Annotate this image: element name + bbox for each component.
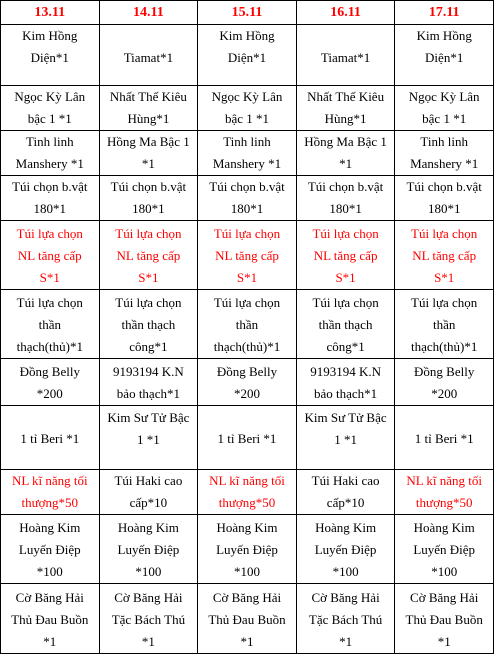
- reward-cell: [198, 221, 297, 290]
- reward-cell: [99, 359, 198, 406]
- reward-item-text: Tinh linh Manshery *1: [212, 134, 282, 171]
- date-header-13-11: 13.11: [1, 1, 100, 25]
- reward-cell: [99, 176, 198, 221]
- reward-item-text: Tinh linh Manshery *1: [15, 134, 84, 171]
- reward-item-text: Túi chọn b.vật 180*1: [406, 179, 482, 216]
- reward-item-text: Hoàng Kim Luyến Điệp *100: [216, 520, 278, 579]
- reward-item-text: Túi chọn b.vật 180*1: [209, 179, 285, 216]
- reward-cell: [296, 86, 395, 131]
- reward-item-text: Túi chọn b.vật 180*1: [12, 179, 88, 216]
- reward-item-text: Túi Haki cao cấp*10: [311, 473, 380, 510]
- reward-item-text: Túi lựa chọn NL tăng cấp S*1: [312, 226, 379, 285]
- reward-item-text: 1 tỉ Beri *1: [414, 431, 474, 446]
- reward-cell: [198, 406, 297, 470]
- reward-item-text: Cờ Băng Hải Thủ Đau Buồn *1: [11, 590, 89, 649]
- reward-cell: [296, 359, 395, 406]
- reward-row: [1, 25, 494, 86]
- reward-cell: [99, 290, 198, 359]
- reward-cell: [99, 131, 198, 176]
- reward-row: [1, 176, 494, 221]
- reward-item-text: Tiamat*1: [320, 50, 371, 65]
- reward-cell: [198, 25, 297, 86]
- reward-cell: [395, 25, 494, 86]
- reward-item-text: Kim Sư Tử Bậc 1 *1: [304, 410, 387, 447]
- reward-item-text: Tinh linh Manshery *1: [410, 134, 479, 171]
- reward-cell: [198, 515, 297, 584]
- reward-cell: [198, 131, 297, 176]
- reward-row: [1, 221, 494, 290]
- reward-cell: [1, 221, 100, 290]
- date-header-15-11: 15.11: [198, 1, 297, 25]
- reward-cell: [296, 515, 395, 584]
- reward-item-text: Kim Sư Tử Bậc 1 *1: [107, 410, 190, 447]
- reward-item-text: Cờ Băng Hải Thủ Đau Buồn *1: [208, 590, 286, 649]
- reward-cell: [296, 406, 395, 470]
- reward-cell: [296, 584, 395, 654]
- reward-cell: [99, 221, 198, 290]
- reward-item-text: Túi lựa chọn NL tăng cấp S*1: [411, 226, 478, 285]
- reward-cell: [198, 290, 297, 359]
- reward-row: [1, 290, 494, 359]
- reward-cell: [198, 470, 297, 515]
- reward-item-text: Hoàng Kim Luyến Điệp *100: [413, 520, 476, 579]
- reward-item-text: Ngọc Kỳ Lân bậc 1 *1: [408, 89, 480, 126]
- date-header-17-11: 17.11: [395, 1, 494, 25]
- reward-cell: [1, 25, 100, 86]
- reward-item-text: Cờ Băng Hải Tặc Bách Thú *1: [111, 590, 186, 649]
- reward-cell: [99, 584, 198, 654]
- reward-cell: [296, 221, 395, 290]
- reward-cell: [296, 131, 395, 176]
- reward-cell: [296, 470, 395, 515]
- reward-item-text: Hồng Ma Bậc 1 *1: [304, 134, 387, 171]
- reward-cell: [395, 470, 494, 515]
- reward-cell: [198, 176, 297, 221]
- reward-item-text: Hoàng Kim Luyến Điệp *100: [314, 520, 377, 579]
- reward-item-text: Đồng Belly *200: [19, 364, 80, 401]
- reward-cell: [395, 290, 494, 359]
- reward-item-text: Túi lựa chọn thần thạch công*1: [115, 295, 182, 354]
- date-header-row: [1, 1, 494, 25]
- reward-item-text: Hoàng Kim Luyến Điệp *100: [117, 520, 180, 579]
- reward-cell: [395, 86, 494, 131]
- reward-cell: [1, 176, 100, 221]
- reward-cell: [1, 406, 100, 470]
- reward-item-text: Kim Hồng Diện*1: [22, 28, 78, 65]
- reward-cell: [99, 515, 198, 584]
- reward-item-text: Túi lựa chọn thần thạch(thủ)*1: [16, 295, 83, 354]
- reward-cell: [296, 25, 395, 86]
- reward-row: [1, 584, 494, 654]
- reward-cell: [198, 359, 297, 406]
- reward-cell: [395, 406, 494, 470]
- reward-item-text: Túi chọn b.vật 180*1: [110, 179, 187, 216]
- reward-cell: [198, 86, 297, 131]
- reward-cell: [198, 584, 297, 654]
- reward-cell: [395, 584, 494, 654]
- reward-cell: [99, 406, 198, 470]
- reward-item-text: Kim Hồng Diện*1: [416, 28, 472, 65]
- reward-cell: [1, 290, 100, 359]
- reward-cell: [99, 470, 198, 515]
- reward-item-text: 1 tỉ Beri *1: [20, 431, 80, 446]
- reward-item-text: Túi Haki cao cấp*10: [114, 473, 183, 510]
- reward-item-text: Kim Hồng Diện*1: [219, 28, 275, 65]
- reward-item-text: Túi chọn b.vật 180*1: [307, 179, 384, 216]
- reward-item-text: Đồng Belly *200: [414, 364, 475, 401]
- reward-item-text: Cờ Băng Hải Thủ Đau Buồn *1: [405, 590, 483, 649]
- reward-cell: [1, 86, 100, 131]
- reward-cell: [395, 131, 494, 176]
- reward-table-body: [1, 25, 494, 654]
- reward-item-text: NL kĩ năng tối thượng*50: [11, 473, 88, 510]
- reward-row: [1, 86, 494, 131]
- reward-cell: [1, 131, 100, 176]
- reward-cell: [1, 584, 100, 654]
- reward-item-text: 1 tỉ Beri *1: [217, 431, 277, 446]
- reward-cell: [99, 86, 198, 131]
- reward-item-text: 9193194 K.N bảo thạch*1: [113, 364, 184, 401]
- reward-item-text: Hoàng Kim Luyến Điệp *100: [18, 520, 81, 579]
- reward-item-text: Ngọc Kỳ Lân bậc 1 *1: [211, 89, 283, 126]
- reward-item-text: Ngọc Kỳ Lân bậc 1 *1: [14, 89, 86, 126]
- reward-cell: [1, 515, 100, 584]
- reward-cell: [395, 515, 494, 584]
- reward-cell: [1, 359, 100, 406]
- reward-cell: [296, 290, 395, 359]
- reward-item-text: Túi lựa chọn thần thạch(thủ)*1: [410, 295, 478, 354]
- reward-row: [1, 406, 494, 470]
- reward-cell: [296, 176, 395, 221]
- reward-item-text: NL kĩ năng tối thượng*50: [209, 473, 285, 510]
- reward-item-text: Cờ Băng Hải Tặc Bách Thú *1: [308, 590, 383, 649]
- reward-row: [1, 470, 494, 515]
- date-header-16-11: 16.11: [296, 1, 395, 25]
- reward-row: [1, 359, 494, 406]
- reward-item-text: Hồng Ma Bậc 1 *1: [107, 134, 190, 171]
- reward-item-text: Túi lựa chọn NL tăng cấp S*1: [213, 226, 281, 285]
- reward-item-text: Túi lựa chọn thần thạch(thủ)*1: [213, 295, 281, 354]
- reward-cell: [1, 470, 100, 515]
- reward-item-text: Tiamat*1: [123, 50, 174, 65]
- reward-row: [1, 131, 494, 176]
- reward-cell: [99, 25, 198, 86]
- date-header-14-11: 14.11: [99, 1, 198, 25]
- reward-item-text: Túi lựa chọn thần thạch công*1: [312, 295, 379, 354]
- reward-row: [1, 515, 494, 584]
- reward-item-text: NL kĩ năng tối thượng*50: [406, 473, 483, 510]
- reward-item-text: Túi lựa chọn NL tăng cấp S*1: [115, 226, 182, 285]
- reward-item-text: Nhất Thế Kiêu Hùng*1: [307, 89, 385, 126]
- reward-item-text: 9193194 K.N bảo thạch*1: [310, 364, 381, 401]
- reward-cell: [395, 176, 494, 221]
- reward-item-text: Túi lựa chọn NL tăng cấp S*1: [16, 226, 83, 285]
- reward-item-text: Đồng Belly *200: [216, 364, 278, 401]
- reward-cell: [395, 221, 494, 290]
- reward-item-text: Nhất Thế Kiêu Hùng*1: [109, 89, 187, 126]
- reward-cell: [395, 359, 494, 406]
